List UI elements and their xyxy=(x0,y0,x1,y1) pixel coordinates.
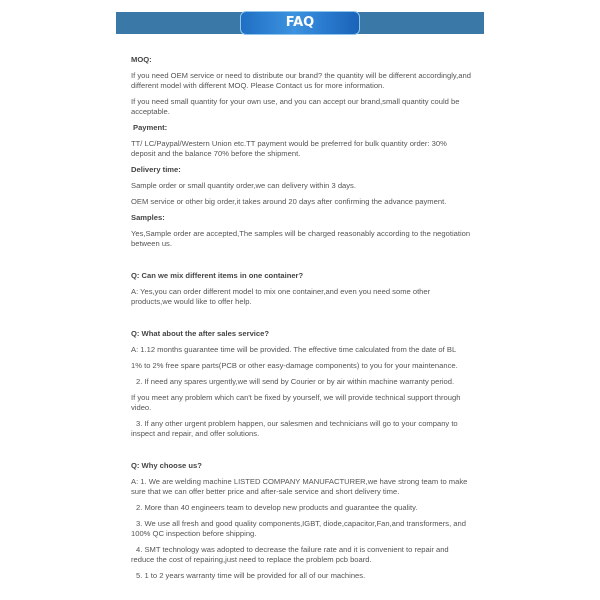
samples-paragraph: Yes,Sample order are accepted,The samples will be charged reasonably according to the negotiation between us. xyxy=(131,229,471,248)
faq-title: FAQ xyxy=(240,11,360,35)
delivery-heading: Delivery time: xyxy=(131,165,181,174)
answer-paragraph: 3. We use all fresh and good quality components,IGBT, diode,capacitor,Fan,and transformers, and 100% QC inspection before shipping. xyxy=(131,519,466,538)
question-after-sales: Q: What about the after sales service? xyxy=(131,329,269,338)
answer-paragraph: A: 1.12 months guarantee time will be provided. The effective time calculated from the date of BL xyxy=(131,345,457,354)
answer-paragraph: 2. More than 40 engineers team to develop new products and guarantee the quality. xyxy=(136,503,418,512)
moq-paragraph: If you need OEM service or need to distribute our brand? the quantity will be different accordingly,and different model with different MOQ. Please Contact us for more information. xyxy=(131,71,471,90)
moq-heading: MOQ: xyxy=(131,55,152,64)
question-why-choose-us: Q: Why choose us? xyxy=(131,461,202,470)
delivery-paragraph: OEM service or other big order,it takes around 20 days after confirming the advance payment. xyxy=(131,197,447,206)
answer-paragraph: 3. If any other urgent problem happen, our salesmen and technicians will go to your company to inspect and repair, and offer solutions. xyxy=(131,419,458,438)
answer-paragraph: 4. SMT technology was adopted to decrease the failure rate and it is convenient to repair and reduce the cost of repairing,just need to replace the problem pcb board. xyxy=(131,545,449,564)
answer-paragraph: 1% to 2% free spare parts(PCB or other easy-damage components) to you for your maintenance. xyxy=(131,361,458,370)
delivery-paragraph: Sample order or small quantity order,we can delivery within 3 days. xyxy=(131,181,356,190)
samples-heading: Samples: xyxy=(131,213,165,222)
payment-paragraph: TT/ LC/Paypal/Western Union etc.TT payment would be preferred for bulk quantity order: 30% deposit and the balance 70% before the shipment. xyxy=(131,139,447,158)
answer-paragraph: 5. 1 to 2 years warranty time will be provided for all of our machines. xyxy=(136,571,366,580)
answer-paragraph: 2. If need any spares urgently,we will send by Courier or by air within machine warranty period. xyxy=(136,377,455,386)
answer-paragraph: A: 1. We are welding machine LISTED COMPANY MANUFACTURER,we have strong team to make sure that we can offer better price and after-sale service and short delivery time. xyxy=(131,477,468,496)
answer-paragraph: A: Yes,you can order different model to mix one container,and even you need some other products,we would like to offer help. xyxy=(131,287,431,306)
moq-paragraph: If you need small quantity for your own use, and you can accept our brand,small quantity could be acceptable. xyxy=(131,97,460,116)
payment-heading: Payment: xyxy=(133,123,168,132)
faq-content xyxy=(131,55,473,587)
answer-paragraph: If you meet any problem which can't be fixed by yourself, we will provide technical support through video. xyxy=(131,393,461,412)
question-mix-items: Q: Can we mix different items in one container? xyxy=(131,271,304,280)
